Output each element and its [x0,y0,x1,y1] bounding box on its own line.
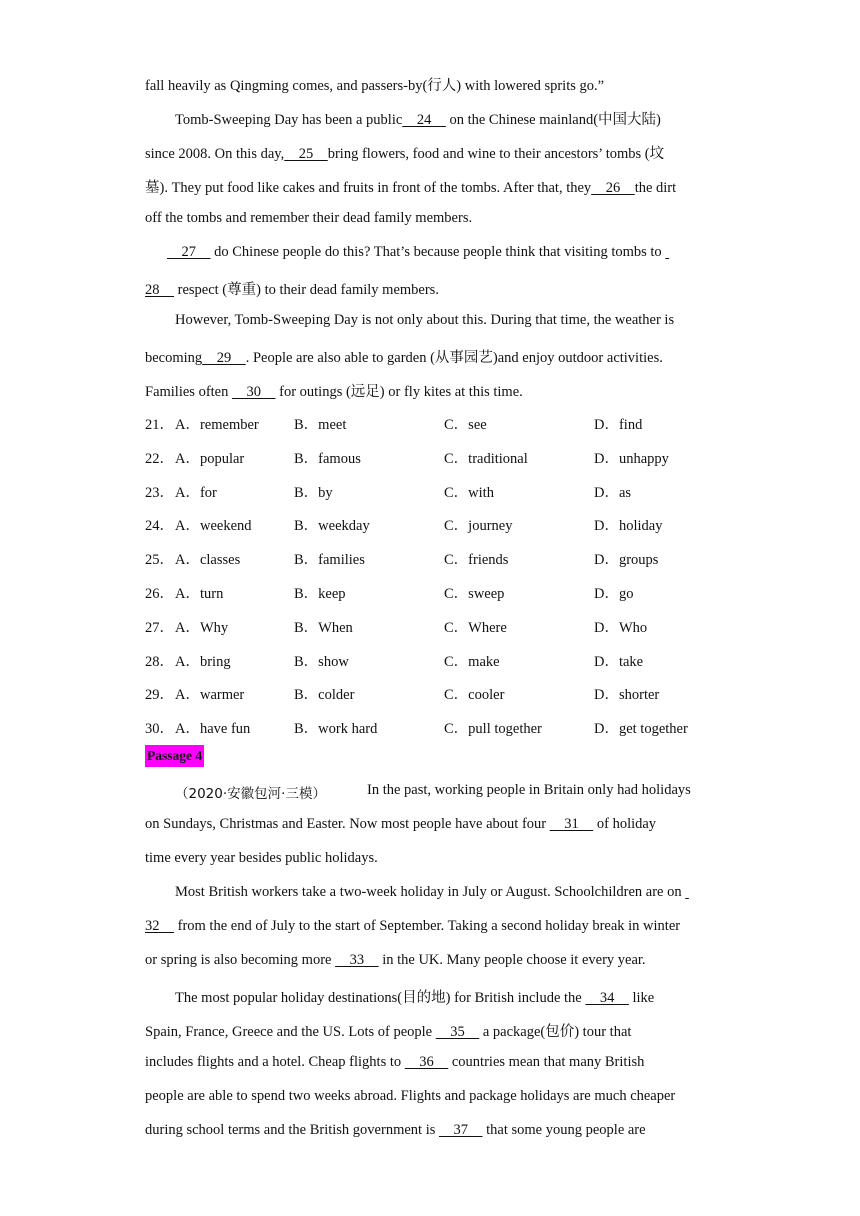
question-row [145,683,745,703]
text: on Sundays, Christmas and Easter. Now most people have about four [145,816,550,832]
option-b: B．keep [294,586,346,602]
blank-30: 30 [232,384,276,400]
question-row [145,481,745,501]
text-line [367,782,691,799]
option-b: B．When [294,620,353,636]
source-label: （2020·安徽包河·三模） [175,786,326,802]
question-number: 29． [145,687,174,703]
text: like [628,990,655,1006]
blank-26: 26 [591,180,635,196]
option-a: A．turn [175,586,224,602]
blank-36: 36 [404,1054,449,1070]
option-a: A．bring [175,654,231,670]
text: Most British workers take a two-week holiday in July or August. Schoolchildren are on [175,884,686,900]
question-number: 23． [145,485,174,501]
option-c: C．sweep [444,586,505,602]
option-d: D．find [594,417,643,433]
text-line [145,278,439,299]
option-a: A．Why [175,620,229,636]
blank-25: 25 [284,146,328,162]
question-row [145,717,745,737]
option-d: D．take [594,654,644,670]
option-c: C．see [444,417,487,433]
text-line [167,244,669,261]
option-d: D．as [594,485,632,501]
text: 墓). They put food like cakes and fruits in front of the tombs. After that, they [145,180,592,196]
option-a: A．warmer [175,687,245,703]
text-line [145,210,472,227]
option-c: C．friends [444,552,509,568]
question-row [145,582,745,602]
text-line [145,1020,631,1041]
text-line [145,1122,646,1139]
text: However, Tomb-Sweeping Day is not only about this. During that time, the weather is [175,312,675,328]
text: off the tombs and remember their dead family members. [145,210,473,226]
option-c: C．with [444,485,494,501]
text: includes flights and a hotel. Cheap flights to [145,1054,405,1070]
question-row [145,616,745,636]
text: The most popular holiday destinations(目的地) for British include the [175,990,586,1006]
text: that some young people are [482,1122,646,1138]
text-line [145,176,676,197]
question-number: 27． [145,620,174,636]
option-c: C．cooler [444,687,505,703]
text-line [145,74,604,95]
question-number: 28． [145,654,174,670]
text: In the past, working people in Britain only had holidays [367,782,691,798]
question-number: 24． [145,518,174,534]
blank-27: 27 [167,244,211,260]
text-line [145,142,664,163]
text: countries mean that many British [448,1054,645,1070]
text-line [175,884,689,901]
option-d: D．shorter [594,687,660,703]
text: becoming [145,350,203,366]
question-number: 26． [145,586,174,602]
text-line [145,1054,644,1071]
option-a: A．classes [175,552,241,568]
text-line [175,312,674,329]
text: on the Chinese mainland(中国大陆) [445,112,661,128]
option-b: B．work hard [294,721,378,737]
question-number: 22． [145,451,174,467]
text: in the UK. Many people choose it every year. [378,952,646,968]
text: for outings (远足) or fly kites at this time. [275,384,523,400]
option-d: D．go [594,586,634,602]
text-line [175,108,661,129]
option-d: D．Who [594,620,648,636]
option-a: A．remember [175,417,259,433]
text-line [145,380,523,401]
text: Families often [145,384,232,400]
text: . People are also able to garden (从事园艺)and enjoy outdoor activities. [245,350,663,366]
question-number: 21． [145,417,174,433]
text: or spring is also becoming more [145,952,336,968]
option-b: B．by [294,485,333,501]
text: during school terms and the British government is [145,1122,439,1138]
option-c: C．Where [444,620,507,636]
text-line [145,346,663,367]
question-row [145,413,745,433]
option-a: A．weekend [175,518,252,534]
text-line [175,986,654,1007]
option-c: C．traditional [444,451,528,467]
option-b: B．families [294,552,365,568]
text-line [145,918,680,935]
text: of holiday [593,816,657,832]
blank-35: 35 [435,1024,480,1040]
blank-33: 33 [335,952,379,968]
blank-37: 37 [439,1122,483,1138]
text-line [145,952,646,969]
blank-34: 34 [585,990,629,1006]
blank-28-start [665,244,669,261]
question-row [145,548,745,568]
option-b: B．famous [294,451,361,467]
question-number: 25． [145,552,174,568]
option-d: D．groups [594,552,659,568]
option-c: C．journey [444,518,513,534]
text: since 2008. On this day, [145,146,285,162]
option-c: C．make [444,654,500,670]
text: fall heavily as Qingming comes, and passers-by(行人) with lowered sprits go.” [145,78,605,94]
blank-28: 28 [145,282,174,298]
option-d: D．get together [594,721,688,737]
option-b: B．colder [294,687,355,703]
blank-32: 32 [145,918,174,934]
text: time every year besides public holidays. [145,850,378,866]
text: respect (尊重) to their dead family members. [174,282,439,298]
text-line [145,1088,675,1105]
blank-31: 31 [549,816,594,832]
text: a package(包价) tour that [479,1024,632,1040]
question-row [145,447,745,467]
text: Tomb-Sweeping Day has been a public [175,112,403,128]
option-b: B．show [294,654,349,670]
text: do Chinese people do this? That’s because people think that visiting tombs to [210,244,666,260]
option-a: A．popular [175,451,245,467]
option-c: C．pull together [444,721,542,737]
option-b: B．meet [294,417,347,433]
question-row [145,650,745,670]
text-line [175,782,326,803]
text: from the end of July to the start of September. Taking a second holiday break in winter [174,918,681,934]
option-d: D．unhappy [594,451,669,467]
question-number: 30． [145,721,174,737]
text: Spain, France, Greece and the US. Lots of people [145,1024,436,1040]
option-d: D．holiday [594,518,663,534]
option-a: A．have fun [175,721,251,737]
question-row [145,514,745,534]
option-a: A．for [175,485,217,501]
passage-tag: Passage 4 [145,745,204,767]
text: the dirt [634,180,677,196]
text-line [145,816,656,833]
text: bring flowers, food and wine to their ancestors’ tombs (坟 [327,146,665,162]
blank-24: 24 [402,112,446,128]
text: people are able to spend two weeks abroad. Flights and package holidays are much cheaper [145,1088,676,1104]
text-line [145,850,378,867]
option-b: B．weekday [294,518,370,534]
blank-32-start [685,884,689,901]
blank-29: 29 [202,350,246,366]
